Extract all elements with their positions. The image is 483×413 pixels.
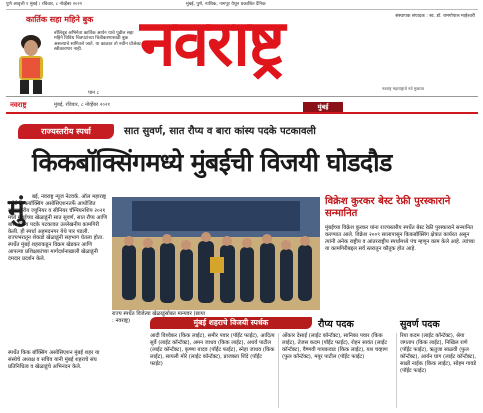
winners-list-gold: रिया कदम (लाईट कॉन्टॅक्ट), श्रेया जगताप (किक लाईट), निखिल राणे (पॉईंट फाईट), ऋतुजा साळवी (फुल कॉन्टॅक्ट), आर्यन घाग (लाईट कॉन्टॅक्ट), साक्षी नाईक (किक लाईट), सोहम गावडे (पॉईंट फाईट) (400, 333, 477, 374)
winners-list-silver: ओंकार देसाई (लाईट कॉन्टॅक्ट), सानिका पवार (किक लाईट), तेजस कदम (पॉईंट फाईट), रोहन सावंत (लाईट कॉन्टॅक्ट), वैष्णवी गायकवाड (किक लाईट), यश चव्हाण (फुल कॉन्टॅक्ट), मयूर पाटील (पॉईंट फाईट) (282, 333, 388, 360)
promo-text: बॉलिवूड अभिनेता कार्तिक आर्यन याचे पुढील सहा महिने विविध चित्रपटांच्या चित्रीकरणासाठी बुक असल्याचे सांगितले जाते. या काळात तो नवीन प्रोजेक्ट स्वीकारणार नाही. (54, 31, 141, 53)
sidebar-body: मुंबईच्या विक्रेश कुरकर यांना राज्यस्तरीय स्पर्धेत बेस्ट रेफ्री पुरस्काराने सन्मानित करण्यात आले. विक्रेश २००९ सालापासून किकबॉक्सिंग क्षेत्रात कार्यरत असून त्यांनी अनेक राष्ट्रीय व आंतरराष्ट्रीय स्पर्धांमध्ये पंच म्हणून काम केले आहे. त्यांच्या या कामगिरीबद्दल सर्व स्तरातून कौतुक होत आहे. (325, 225, 475, 252)
masthead-title: नवराष्ट्र (140, 6, 284, 81)
photo-caption: राज्य स्पर्धेत विजेत्या खेळाडूंसोबत मान्यवर (छाया : नवराष्ट्र) (112, 311, 206, 324)
section-divider (6, 112, 478, 114)
article-body-left-cont: स्पर्धेत किक बॉक्सिंग असोसिएशन मुंबई शहर या संस्थेचे अध्यक्ष व सचिव यांनी मुंबई शहराचे संघ प्रतिनिधित्व व खेळाडूंचे अभिनंदन केले. (8, 350, 100, 370)
edition-info: पुणे आवृत्ती १ मुंबई । रविवार, ८ नोव्हेंबर २०२१ (6, 2, 83, 7)
article-kicker: सात सुवर्ण, सात रौप्य व बारा कांस्य पदके पटकावली (124, 126, 316, 137)
date-bar-date: मुंबई, रविवार, ८ नोव्हेंबर २०२१ (54, 102, 111, 108)
actor-photo (8, 30, 54, 96)
promo-title[interactable]: कार्तिक सहा महिने बुक (26, 15, 94, 24)
publication-info: मुंबई, पुणे, नाशिक, नागपूर येथून प्रकाशित दैनिक (186, 2, 266, 7)
date-bar (6, 100, 478, 111)
section-tab-mumbai[interactable]: मुंबई (303, 102, 343, 112)
masthead-tagline: नवराष्ट्र महाराष्ट्राचे नवे मुखपत्र (382, 86, 424, 91)
drop-cap: मुं (8, 193, 25, 226)
column-divider (278, 333, 279, 408)
winners-section-bar: मुंबई शहराचे विजयी स्पर्धक (150, 317, 312, 329)
event-photo (112, 197, 320, 310)
category-pill: राज्यस्तरीय स्पर्धा (18, 124, 114, 139)
editor-line: संस्थापक संपादक : स्व. डॉ. रामगोपाल माहेश्वरी (395, 14, 475, 19)
silver-heading: रौप्य पदक (318, 319, 354, 330)
promo-page-ref[interactable]: पान ८ (88, 90, 100, 96)
gold-heading: सुवर्ण पदक (400, 319, 440, 330)
date-bar-brand: नवराष्ट्र (10, 101, 27, 109)
article-body-left: बई, नवराष्ट्र न्यूज नेटवर्क. ऑल महाराष्ट्र स्पोर्ट किकबॉक्सिंग असोसिएशनतर्फे आयोजित राज्यस्तरीय ज्युनियर व सीनियर चॅम्पियनशिप २०२१ मध्ये मुंबईच्या खेळाडूंनी सात सुवर्ण, सात रौप्य आणि बारा कांस्य पदके पटकावत उल्लेखनीय कामगिरी केली. ही स्पर्धा अहमदनगर येथे पार पडली. राज्यभरातून शेकडो खेळाडूंनी सहभाग घेतला होता. स्पर्धेत मुंबई शहराकडून विक्रम खेडकर आणि आपल्या प्रशिक्षकांच्या मार्गदर्शनाखाली खेळाडूंनी दमदार प्रदर्शन केले. (8, 194, 108, 263)
sidebar-headline: विक्रेश कुरकर बेस्ट रेफ्री पुरस्काराने सन्मानित (325, 196, 451, 219)
column-divider (396, 333, 397, 408)
masthead-rule (6, 96, 478, 97)
article-headline: किकबॉक्सिंगमध्ये मुंबईची विजयी घोडदौड (32, 148, 392, 177)
winners-list-left: आदी विश्वेकर (किक लाईट), समीर पवार (पॉईंट फाईट), आदित्य सुर्वे (लाईट कॉन्टॅक्ट), अमन जाधव (किक लाईट), अथर्व पाटील (लाईट कॉन्टॅक्ट), कृष्णा यादव (पॉईंट फाईट), स्नेहा जाधव (किक लाईट), सायली मोरे (लाईट कॉन्टॅक्ट), प्राजक्ता शिंदे (पॉईंट फाईट) (150, 333, 275, 367)
